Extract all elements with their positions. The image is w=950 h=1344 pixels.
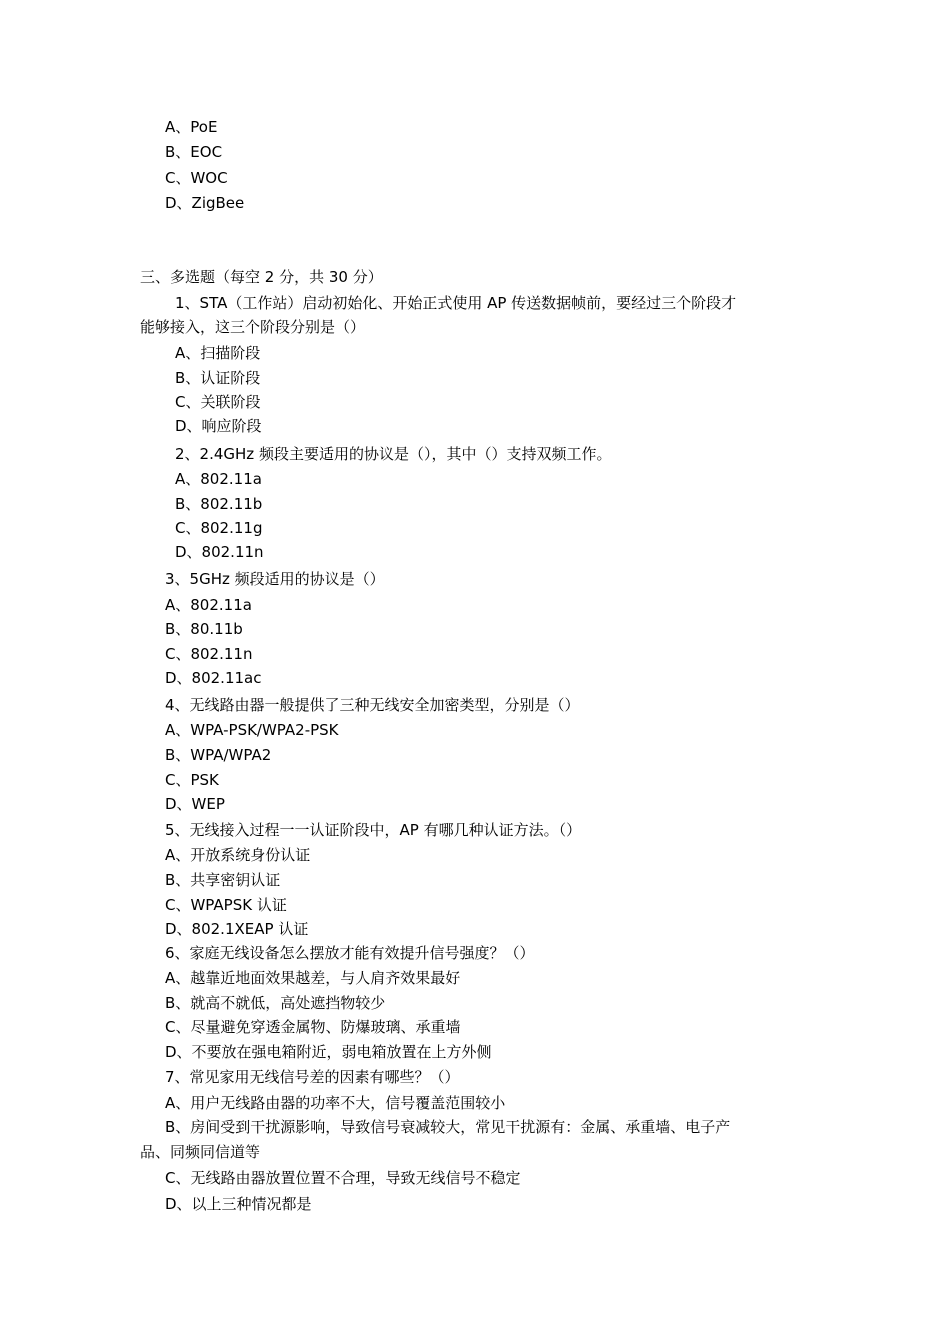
section-title: 三、多选题（每空 2 分，共 30 分） (140, 268, 383, 286)
question-4-option-b: B、WPA/WPA2 (165, 746, 272, 764)
question-1-option-c: C、关联阶段 (175, 393, 261, 411)
question-4-option-a: A、WPA-PSK/WPA2-PSK (165, 721, 339, 739)
question-5-option-a: A、开放系统身份认证 (165, 846, 311, 864)
question-2-option-d: D、802.11n (175, 543, 264, 561)
prev-option-c: C、WOC (165, 169, 228, 187)
question-2-option-b: B、802.11b (175, 495, 263, 513)
question-5-stem: 5、无线接入过程一一认证阶段中，AP 有哪几种认证方法。（） (165, 821, 582, 839)
question-6-option-c: C、尽量避免穿透金属物、防爆玻璃、承重墙 (165, 1018, 461, 1036)
question-3-option-a: A、802.11a (165, 596, 252, 614)
question-7-option-a: A、用户无线路由器的功率不大，信号覆盖范围较小 (165, 1094, 506, 1112)
question-2-option-a: A、802.11a (175, 470, 262, 488)
question-7-option-b: B、房间受到干扰源影响，导致信号衰减较大，常见干扰源有：金属、承重墙、电子产 (165, 1118, 731, 1136)
question-5-option-b: B、共享密钥认证 (165, 871, 281, 889)
question-7-option-d: D、以上三种情况都是 (165, 1195, 312, 1213)
question-6-option-a: A、越靠近地面效果越差，与人肩齐效果最好 (165, 969, 461, 987)
question-3-option-d: D、802.11ac (165, 669, 262, 687)
question-7-option-c: C、无线路由器放置位置不合理，导致无线信号不稳定 (165, 1169, 521, 1187)
question-2-stem: 2、2.4GHz 频段主要适用的协议是（），其中（）支持双频工作。 (175, 445, 612, 463)
question-7-option-b-cont: 品、同频同信道等 (140, 1143, 261, 1161)
prev-option-b: B、EOC (165, 143, 223, 161)
prev-option-a: A、PoE (165, 118, 218, 136)
question-2-option-c: C、802.11g (175, 519, 263, 537)
question-1-option-a: A、扫描阶段 (175, 344, 261, 362)
question-3-option-b: B、80.11b (165, 620, 243, 638)
question-6-option-b: B、就高不就低，高处遮挡物较少 (165, 994, 386, 1012)
prev-option-d: D、ZigBee (165, 194, 245, 212)
question-7-stem: 7、常见家用无线信号差的因素有哪些？（） (165, 1068, 460, 1086)
question-1-stem: 1、STA（工作站）启动初始化、开始正式使用 AP 传送数据帧前，要经过三个阶段才 (175, 294, 737, 312)
question-5-option-d: D、802.1XEAP 认证 (165, 920, 309, 938)
question-1-option-d: D、响应阶段 (175, 417, 262, 435)
question-6-stem: 6、家庭无线设备怎么摆放才能有效提升信号强度？（） (165, 944, 535, 962)
question-5-option-c: C、WPAPSK 认证 (165, 896, 287, 914)
question-1-stem-cont: 能够接入，这三个阶段分别是（） (140, 318, 366, 336)
question-3-stem: 3、5GHz 频段适用的协议是（） (165, 570, 385, 588)
question-4-option-d: D、WEP (165, 795, 225, 813)
question-1-option-b: B、认证阶段 (175, 369, 261, 387)
question-4-stem: 4、无线路由器一般提供了三种无线安全加密类型，分别是（） (165, 696, 580, 714)
question-6-option-d: D、不要放在强电箱附近，弱电箱放置在上方外侧 (165, 1043, 492, 1061)
question-4-option-c: C、PSK (165, 771, 219, 789)
question-3-option-c: C、802.11n (165, 645, 253, 663)
